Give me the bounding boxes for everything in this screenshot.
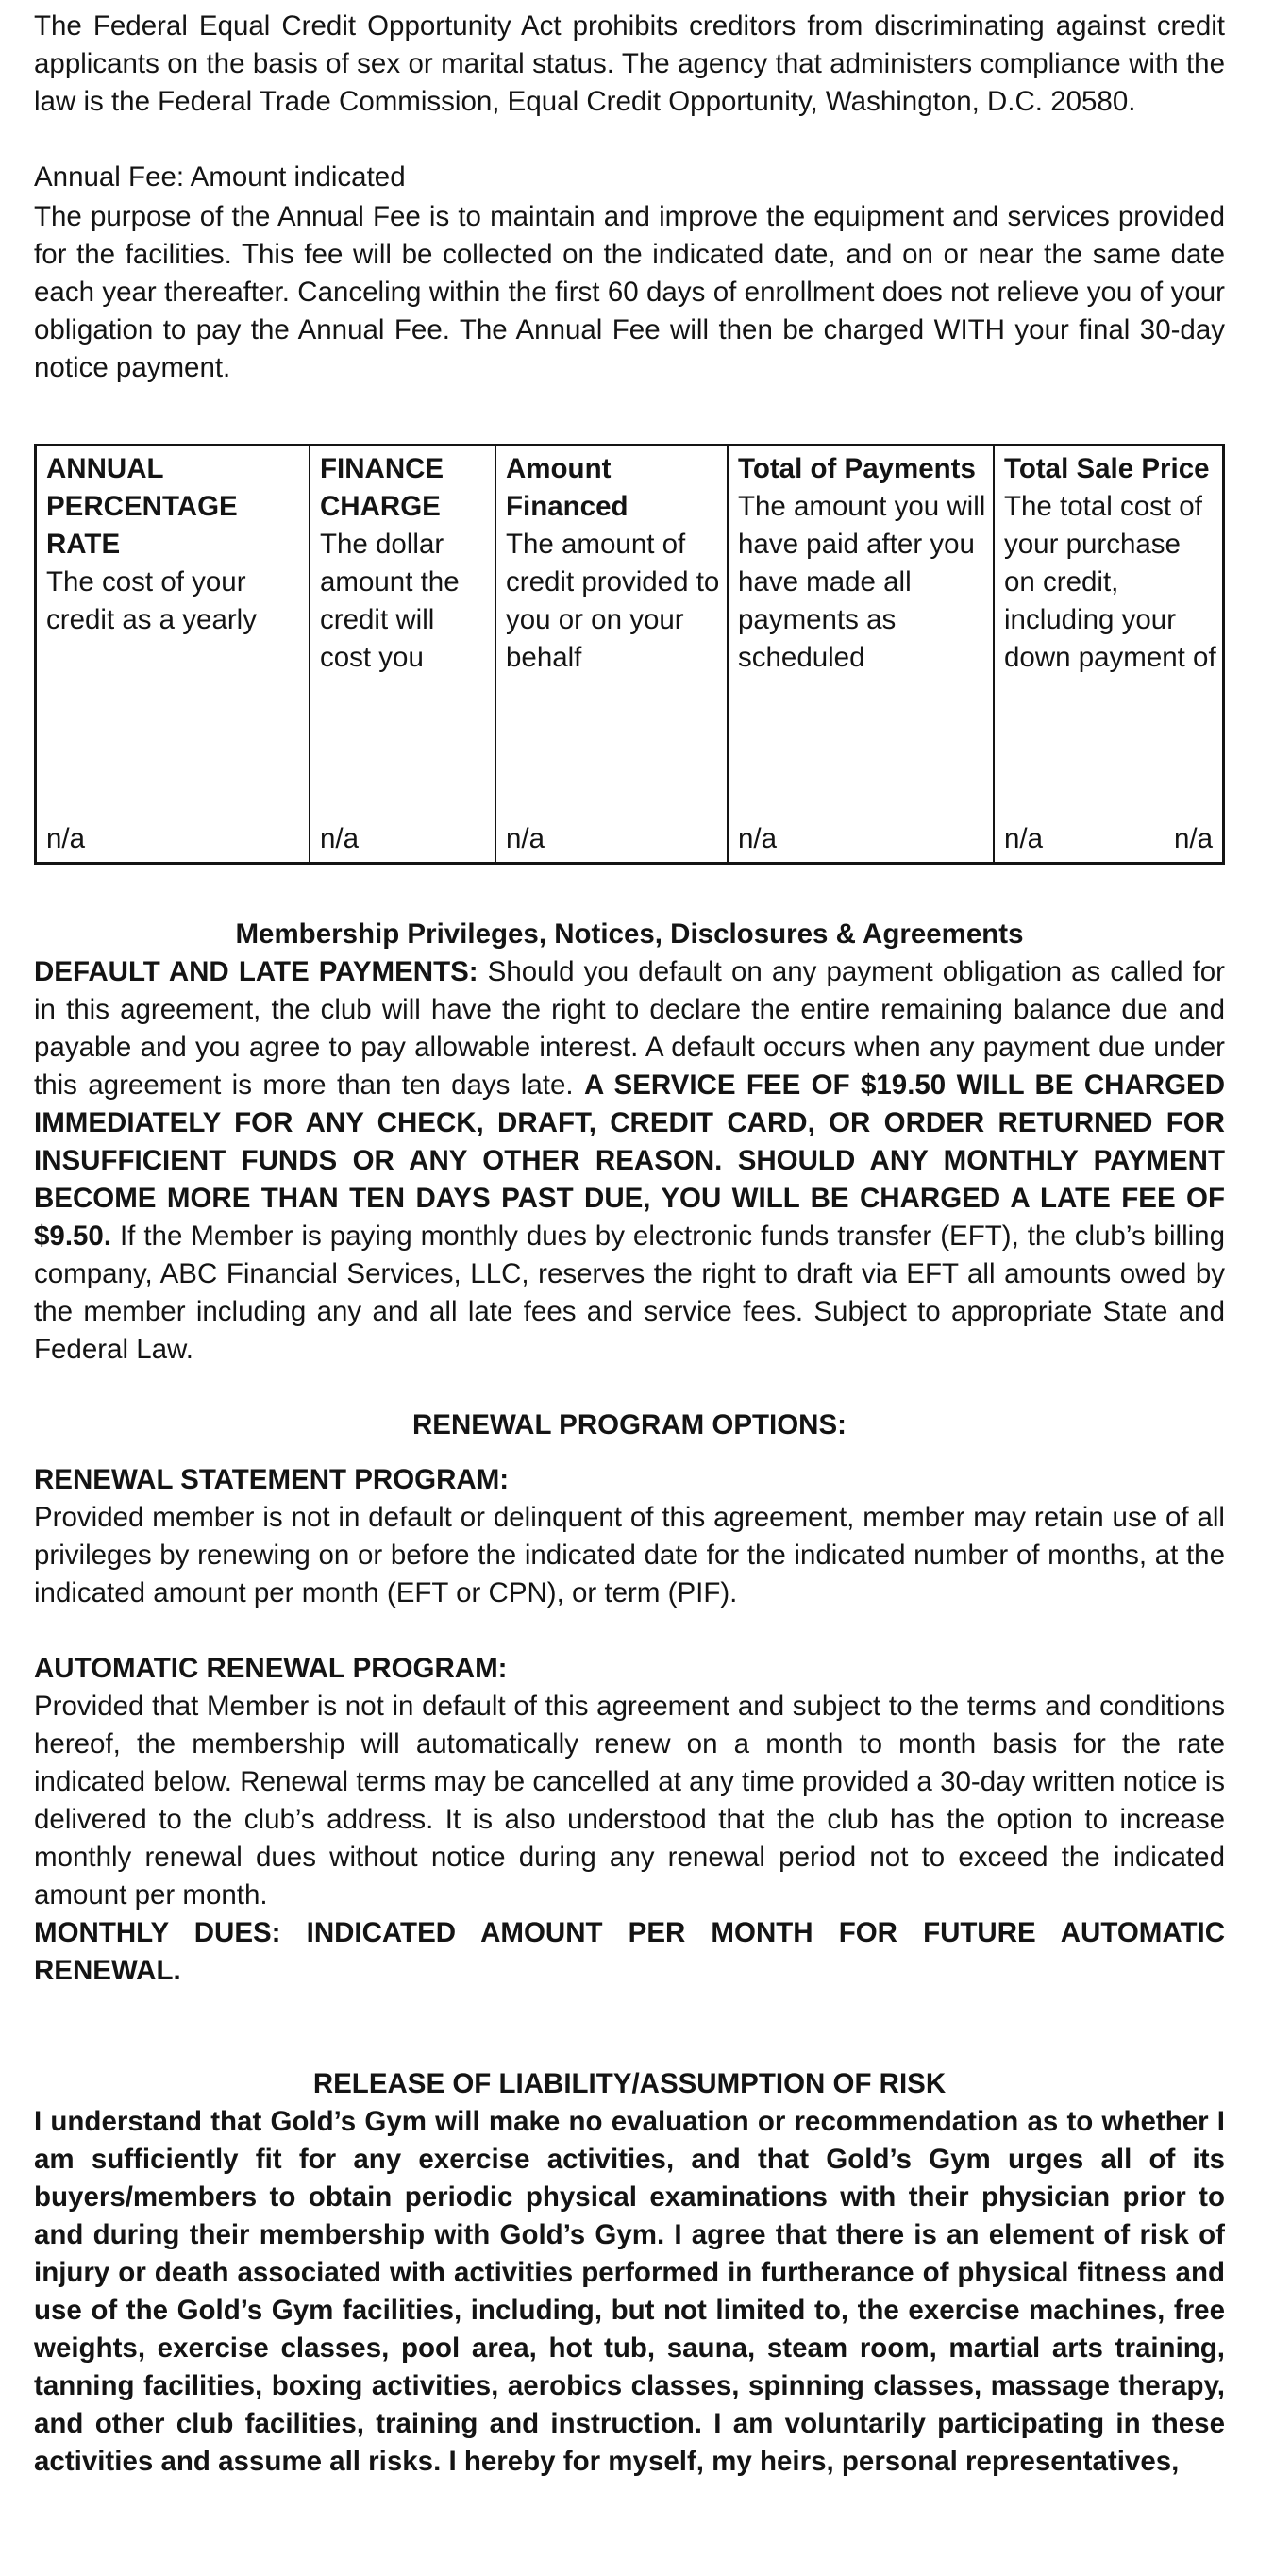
apr-description: The cost of your credit as a yearly	[46, 566, 257, 635]
release-section-title: RELEASE OF LIABILITY/ASSUMPTION OF RISK	[312, 2068, 947, 2099]
amount-financed-description: The amount of credit provided to you or on your behalf	[506, 529, 720, 673]
total-of-payments-title: Total of Payments	[738, 453, 976, 484]
total-of-payments-description: The amount you will have paid after you have made all payments as scheduled	[738, 491, 986, 673]
equal-credit-notice: The Federal Equal Credit Opportunity Act prohibits creditors from discriminating against credit applicants on the basis of sex or marital status. The agency that administers compliance with the law is the Federal Trade Commission, Equal Credit Opportunity, Washington, D.C. 20580.	[34, 10, 1225, 117]
annual-fee-body: The purpose of the Annual Fee is to maintain and improve the equipment and services provided for the facilities. This fee will be collected on the indicated date, and on or near the same date each year thereafter. Canceling within the first 60 days of enrollment does not relieve you of your obligation to pay the Annual Fee. The Annual Fee will then be charged WITH your final 30-day notice payment.	[34, 201, 1225, 383]
renewal-section-title: RENEWAL PROGRAM OPTIONS:	[411, 1409, 847, 1440]
service-fee-notice: A SERVICE FEE OF $19.50 WILL BE CHARGED IMMEDIATELY FOR ANY CHECK, DRAFT, CREDIT CARD, OR ORDER RETURNED FOR INSUFFICIENT FUNDS OR ANY OTHER REASON. SHOULD ANY MONTHLY PAYMENT BECOME MORE THAN TEN DAYS PAST DUE, YOU WILL BE CHARGED A LATE FEE OF $9.50.	[34, 1069, 1225, 1252]
amount-financed-title: Amount Financed	[506, 453, 629, 522]
total-sale-price-title: Total Sale Price	[1004, 453, 1210, 484]
monthly-dues-notice: MONTHLY DUES: INDICATED AMOUNT PER MONTH FOR FUTURE AUTOMATIC RENEWAL.	[34, 1917, 1225, 1986]
truth-in-lending-box	[34, 444, 1225, 865]
finance-charge-title: FINANCE CHARGE	[320, 453, 444, 522]
automatic-renewal-heading: AUTOMATIC RENEWAL PROGRAM:	[34, 1653, 508, 1684]
total-sale-price-column	[995, 446, 1222, 862]
down-payment-value: n/a	[1173, 823, 1213, 854]
finance-charge-value: n/a	[320, 823, 360, 854]
apr-column	[37, 446, 310, 862]
automatic-renewal-body: Provided that Member is not in default of this agreement and subject to the terms and conditions hereof, the membership will automatically renew on a month to month basis for the rate indicated below. Renewal terms may be cancelled at any time provided a 30-day written notice is delivered to the club’s address. It is also understood that the club has the option to increase monthly renewal dues without notice during any renewal period not to exceed the indicated amount per month.	[34, 1691, 1225, 1911]
eft-notice: If the Member is paying monthly dues by electronic funds transfer (EFT), the club’s billing company, ABC Financial Services, LLC, reserves the right to draft via EFT all amounts owed by the member including any and all late fees and service fees. Subject to appropriate State and Federal Law.	[34, 1221, 1225, 1365]
amount-financed-column	[496, 446, 729, 862]
finance-charge-column	[310, 446, 496, 862]
apr-value: n/a	[46, 823, 86, 854]
renewal-statement-heading: RENEWAL STATEMENT PROGRAM:	[34, 1464, 510, 1495]
finance-charge-description: The dollar amount the credit will cost you	[320, 529, 460, 673]
default-late-payments-label: DEFAULT AND LATE PAYMENTS:	[34, 956, 478, 987]
total-sale-price-description: The total cost of your purchase on credit, including your down payment of	[1004, 491, 1216, 673]
document-page	[34, 8, 1225, 2481]
total-of-payments-value: n/a	[738, 823, 778, 854]
renewal-statement-body: Provided member is not in default or delinquent of this agreement, member may retain use of all privileges by renewing on or before the indicated date for the indicated number of months, at the indicated amount per month (EFT or CPN), or term (PIF).	[34, 1502, 1225, 1608]
total-sale-price-value: n/a	[1004, 823, 1044, 854]
default-late-payments-text: Should you default on any payment obligation as called for in this agreement, the club will have the right to declare the entire remaining balance due and payable and you agree to pay allowable interest. A default occurs when any payment due under this agreement is more than ten days late.	[34, 956, 1225, 1101]
amount-financed-value: n/a	[506, 823, 545, 854]
total-of-payments-column	[729, 446, 995, 862]
membership-section-title: Membership Privileges, Notices, Disclosures & Agreements	[235, 918, 1024, 950]
release-body: I understand that Gold’s Gym will make no evaluation or recommendation as to whether I am sufficiently fit for any exercise activities, and that Gold’s Gym urges all of its buyers/members to obtain periodic physical examinations with their physician prior to and during their membership with Gold’s Gym. I agree that there is an element of risk of injury or death associated with activities performed in furtherance of physical fitness and use of the Gold’s Gym facilities, including, but not limited to, the exercise machines, free weights, exercise classes, pool area, hot tub, sauna, steam room, martial arts training, tanning facilities, boxing activities, aerobics classes, spinning classes, massage therapy, and other club facilities, training and instruction. I am voluntarily participating in these activities and assume all risks. I hereby for myself, my heirs, personal representatives,	[34, 2106, 1225, 2477]
apr-title: ANNUAL PERCENTAGE RATE	[46, 453, 238, 560]
default-late-payments-paragraph	[34, 953, 1225, 1369]
annual-fee-heading: Annual Fee: Amount indicated	[34, 161, 406, 193]
